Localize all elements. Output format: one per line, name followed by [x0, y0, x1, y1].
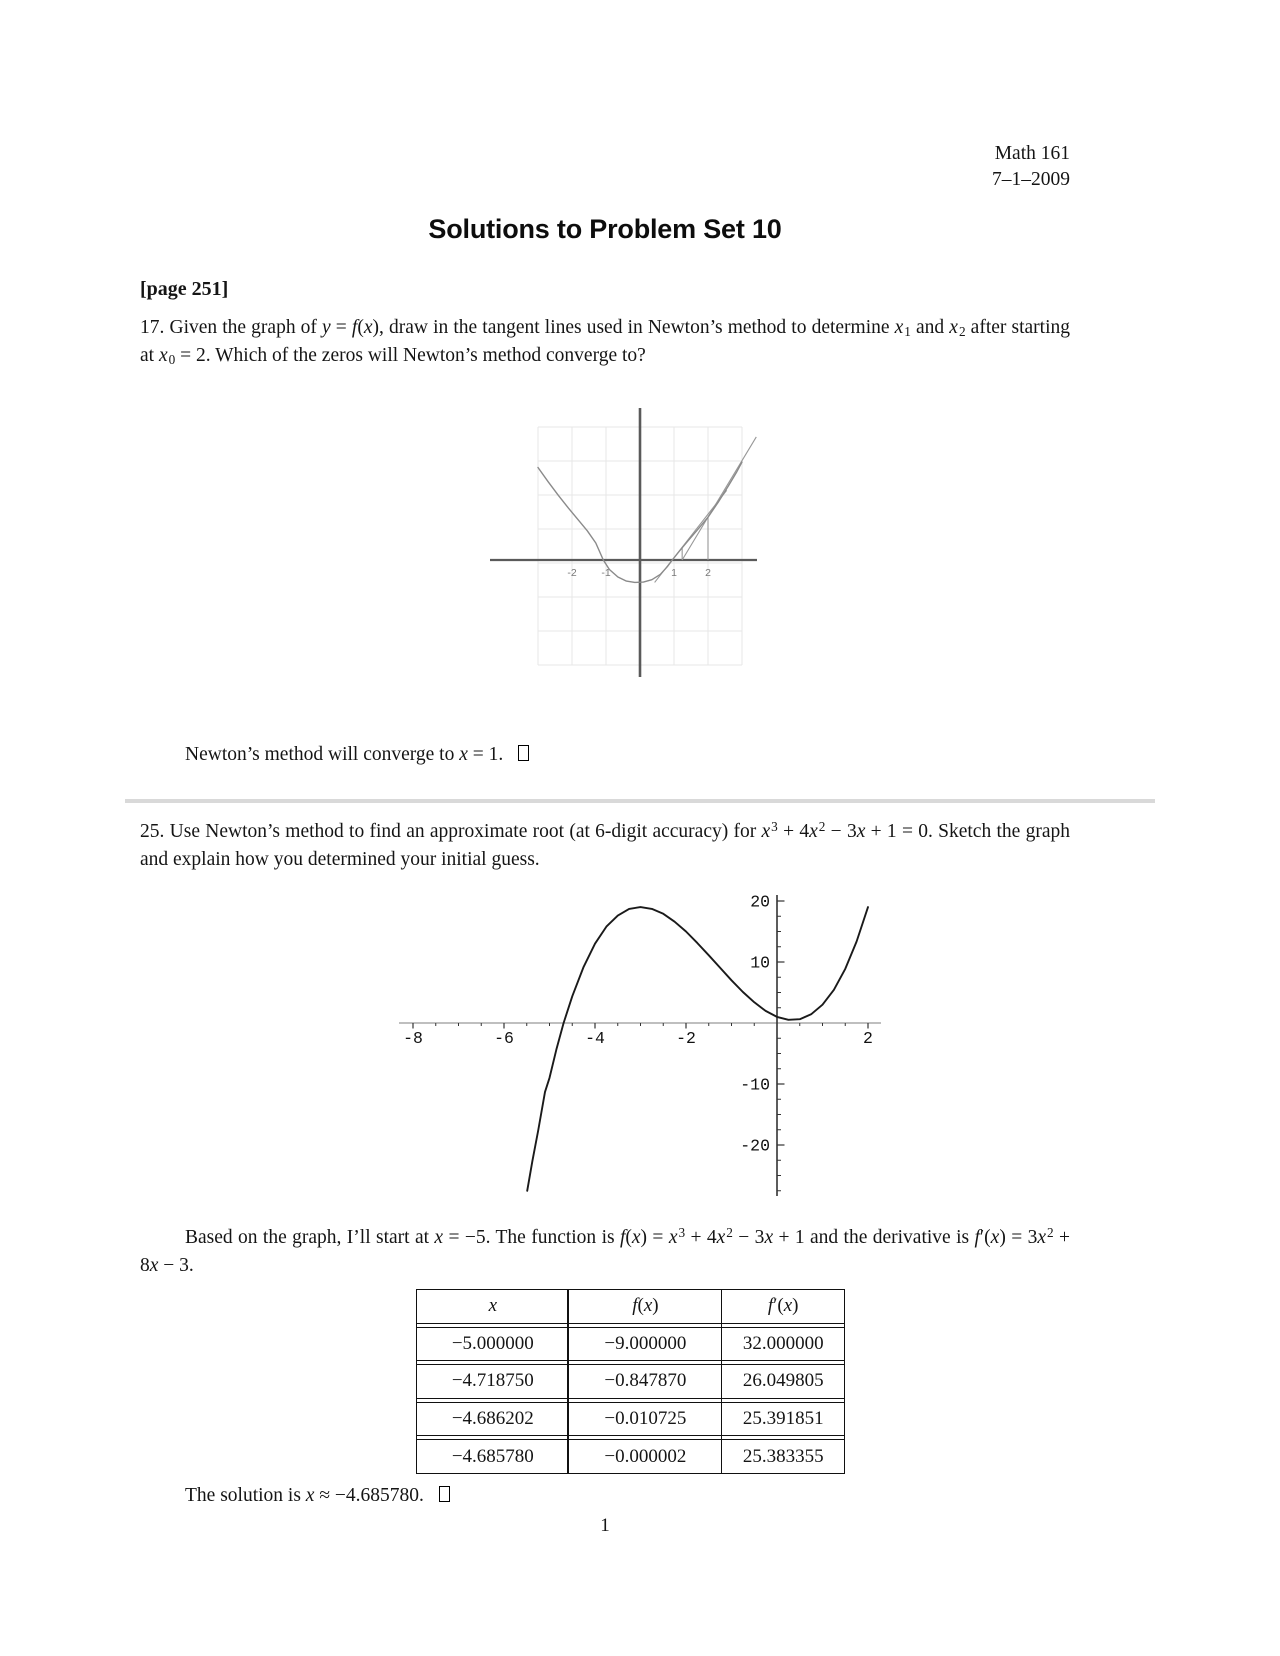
svg-text:-2: -2 — [676, 1029, 696, 1048]
col-header-fx: f ( x ) — [632, 1295, 659, 1317]
column-separator — [721, 1290, 723, 1473]
problem-17-text: 17. Given the graph of y = f(x), draw in the tangent lines used in Newton’s method to determine x1 and x2 after starting at x0 = 2. Which of the zeros will Newton’s method converge to? — [140, 317, 1071, 367]
cell-fx: −9.000000 — [604, 1332, 687, 1354]
course-label: Math 161 — [994, 143, 1070, 164]
svg-text:-1: -1 — [601, 567, 611, 579]
svg-text:-8: -8 — [403, 1029, 423, 1048]
answer-17 — [185, 744, 529, 766]
svg-text:10: 10 — [750, 953, 770, 973]
section-divider — [125, 799, 1155, 803]
table-header-row — [417, 1290, 844, 1324]
solution-25-text: The solution is x ≈ −4.685780. — [185, 1485, 424, 1506]
cell-fx: −0.000002 — [604, 1445, 687, 1467]
cell-fpx: 25.391851 — [742, 1408, 824, 1430]
column-separator — [567, 1290, 569, 1473]
table-row — [417, 1439, 844, 1473]
date-label: 7–1–2009 — [992, 169, 1070, 190]
newton-iteration-table — [416, 1289, 845, 1474]
page-ref: [page 251] — [140, 278, 229, 300]
col-header-fpx: f ′( x ) — [767, 1295, 799, 1317]
svg-text:-10: -10 — [740, 1075, 770, 1095]
problem-25-text: 25. Use Newton’s method to find an approximate root (at 6-digit accuracy) for $x^3 + 4x^2 - 3x + 1 = 0$. Sketch the graph and explain how you determined your initial guess. — [140, 818, 1070, 870]
table-row — [417, 1327, 844, 1362]
cell-fx: −0.847870 — [604, 1370, 687, 1392]
course-header — [992, 141, 1070, 193]
cell-fpx: 26.049805 — [742, 1370, 824, 1392]
answer-17-text: Newton’s method will converge to x = 1. — [185, 744, 504, 765]
qed-box-25 — [439, 1486, 450, 1502]
table-row — [417, 1402, 844, 1437]
cell-fpx: 25.383355 — [742, 1445, 824, 1467]
col-header-x: x — [488, 1295, 498, 1317]
svg-text:2: 2 — [863, 1029, 873, 1048]
cell-x: −4.686202 — [451, 1408, 534, 1430]
svg-text:-6: -6 — [494, 1029, 514, 1048]
cell-x: −5.000000 — [451, 1332, 534, 1354]
svg-text:1: 1 — [671, 567, 677, 579]
page-title: Solutions to Problem Set 10 — [428, 214, 782, 244]
svg-text:-20: -20 — [740, 1136, 770, 1156]
newton-tangent-graph — [480, 393, 765, 698]
solution-25 — [185, 1485, 450, 1507]
explanation-text: Based on the graph, I’ll start at x = −5. The function is $f(x) = x^3 + 4x^2 - 3x + 1$ and the derivative is $f'(x) = 3x^2 + 8x - 3$. — [140, 1224, 1071, 1276]
cell-fpx: 32.000000 — [742, 1332, 824, 1354]
svg-text:-4: -4 — [585, 1029, 605, 1048]
cubic-function-graph — [395, 888, 887, 1206]
qed-box-17 — [518, 745, 529, 761]
cell-x: −4.685780 — [451, 1445, 534, 1467]
table-row — [417, 1364, 844, 1399]
svg-text:2: 2 — [705, 567, 711, 579]
cell-fx: −0.010725 — [604, 1408, 687, 1430]
cell-x: −4.718750 — [451, 1370, 534, 1392]
page-number: 1 — [600, 1515, 610, 1536]
svg-text:20: 20 — [750, 892, 770, 912]
svg-text:-2: -2 — [567, 567, 577, 579]
